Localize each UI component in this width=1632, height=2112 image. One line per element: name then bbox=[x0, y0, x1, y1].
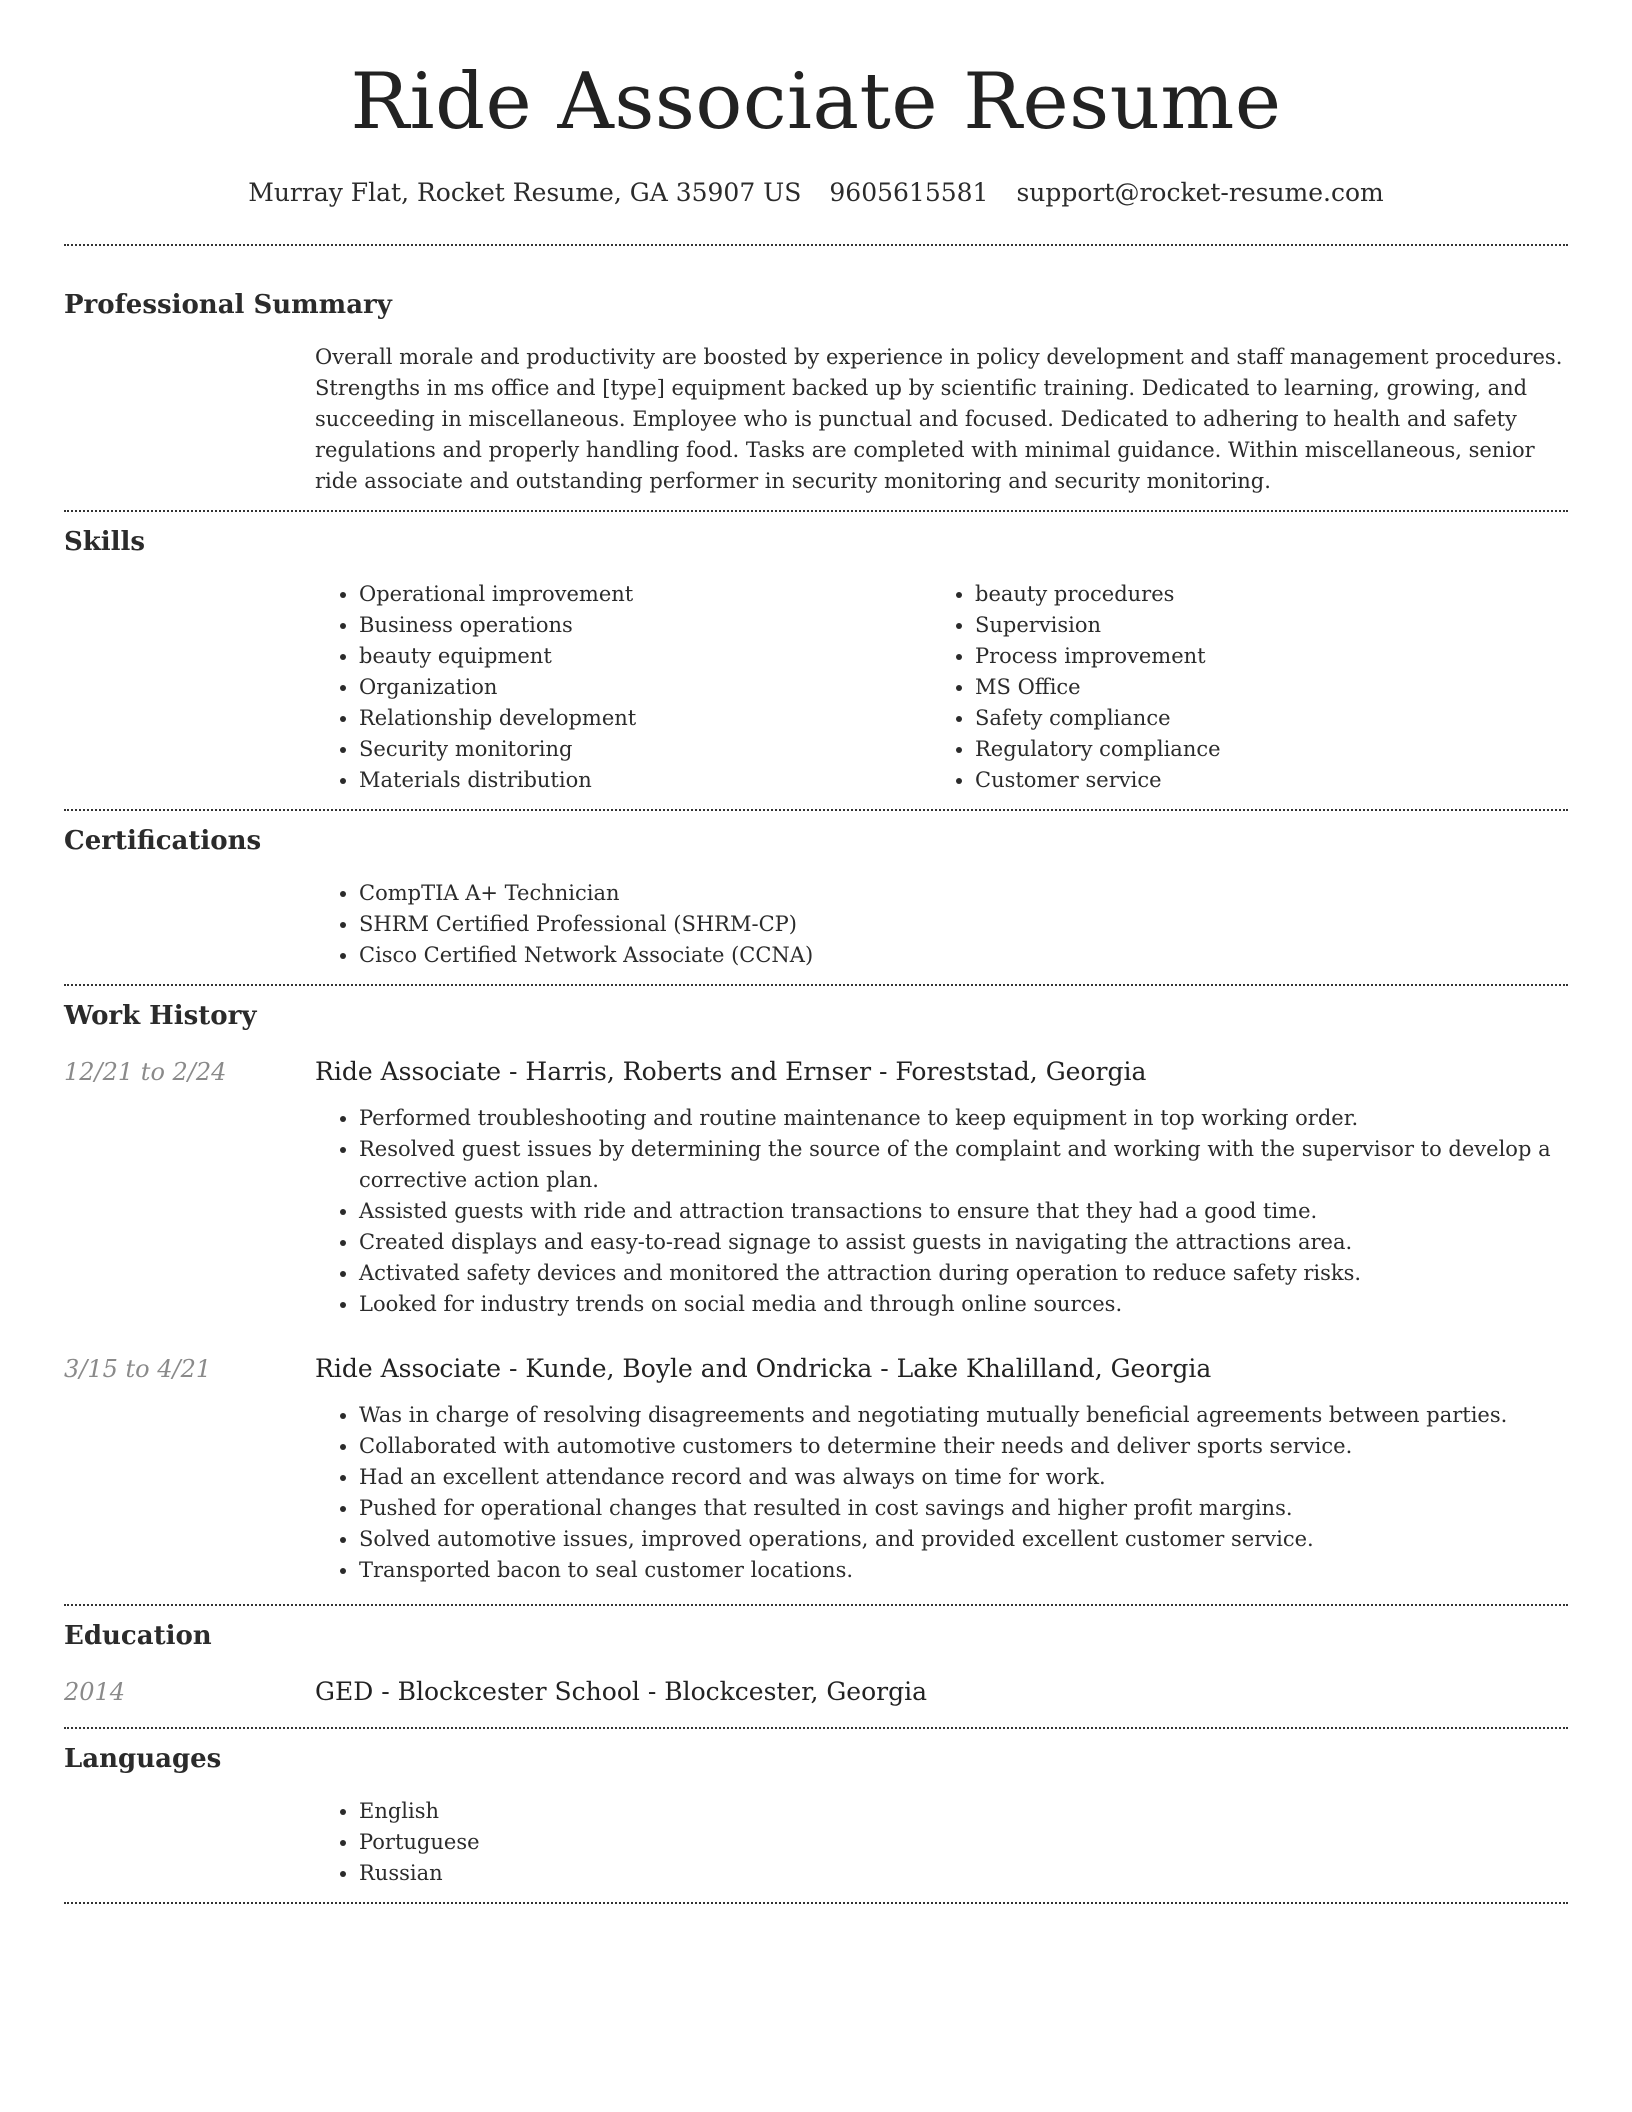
divider bbox=[64, 1727, 1568, 1729]
summary-text: Overall morale and productivity are boosted by experience in policy development and staff management procedures. Strengths in ms office and [type] equipment backed up by scientific training. Dedicated to learning, growing, and succeeding in miscellaneous. Employee who is punctual and focused. Dedicated to adhering to health and safety regulations and properly handling food. Tasks are completed with minimal guidance. Within miscellaneous, senior ride associate and outstanding performer in security monitoring and security monitoring. bbox=[315, 345, 1563, 493]
contact-email[interactable]: support@rocket-resume.com bbox=[1016, 178, 1384, 207]
education-date: 2014 bbox=[64, 1678, 126, 1706]
education-title: GED - Blockcester School - Blockcester, Georgia bbox=[315, 1677, 928, 1706]
list-item: • Process improvement bbox=[975, 641, 1568, 672]
divider bbox=[64, 1902, 1568, 1904]
section-title-skills: Skills bbox=[64, 527, 146, 557]
job-date: 12/21 to 2/24 bbox=[64, 1058, 227, 1086]
contact-address: Murray Flat, Rocket Resume, GA 35907 US bbox=[248, 178, 802, 207]
job-date: 3/15 to 4/21 bbox=[64, 1355, 212, 1383]
list-item: • Customer service bbox=[975, 765, 1568, 796]
list-item: • Portuguese bbox=[359, 1827, 1568, 1858]
section-title-work-history: Work History bbox=[64, 1001, 257, 1031]
list-item: • Pushed for operational changes that resulted in cost savings and higher profit margins. bbox=[359, 1493, 1568, 1524]
list-item: • Organization bbox=[359, 672, 931, 703]
contact-phone: 9605615581 bbox=[829, 178, 989, 207]
divider bbox=[64, 1604, 1568, 1606]
list-item: • Collaborated with automotive customers to determine their needs and deliver sports service. bbox=[359, 1431, 1568, 1462]
list-item: • Assisted guests with ride and attraction transactions to ensure that they had a good time. bbox=[359, 1196, 1568, 1227]
list-item: • Supervision bbox=[975, 610, 1568, 641]
skills-column-right bbox=[931, 579, 1568, 796]
list-item: • Looked for industry trends on social media and through online sources. bbox=[359, 1289, 1568, 1320]
list-item: • Was in charge of resolving disagreements and negotiating mutually beneficial agreements between parties. bbox=[359, 1400, 1568, 1431]
list-item: • Safety compliance bbox=[975, 703, 1568, 734]
section-title-summary: Professional Summary bbox=[64, 290, 392, 320]
resume-title: Ride Associate Resume bbox=[350, 57, 1282, 147]
education-entry bbox=[64, 1675, 1568, 1709]
list-item: • Relationship development bbox=[359, 703, 931, 734]
list-item: • Transported bacon to seal customer locations. bbox=[359, 1555, 1568, 1586]
list-item: • Solved automotive issues, improved operations, and provided excellent customer service. bbox=[359, 1524, 1568, 1555]
list-item: • Activated safety devices and monitored the attraction during operation to reduce safety risks. bbox=[359, 1258, 1568, 1289]
job-bullets bbox=[315, 1103, 1568, 1320]
list-item: • Had an excellent attendance record and was always on time for work. bbox=[359, 1462, 1568, 1493]
divider bbox=[64, 984, 1568, 986]
list-item: • CompTIA A+ Technician bbox=[359, 878, 1568, 909]
section-title-languages: Languages bbox=[64, 1744, 222, 1774]
list-item: • SHRM Certified Professional (SHRM-CP) bbox=[359, 909, 1568, 940]
languages-list bbox=[315, 1796, 1568, 1889]
job-title: Ride Associate - Kunde, Boyle and Ondricka - Lake Khalilland, Georgia bbox=[315, 1354, 1212, 1383]
divider bbox=[64, 809, 1568, 811]
list-item: • MS Office bbox=[975, 672, 1568, 703]
list-item: • Security monitoring bbox=[359, 734, 931, 765]
job-title: Ride Associate - Harris, Roberts and Ernser - Foreststad, Georgia bbox=[315, 1057, 1147, 1086]
job-header bbox=[64, 1352, 1568, 1386]
skills-column-left bbox=[315, 579, 931, 796]
list-item: • Created displays and easy-to-read signage to assist guests in navigating the attractions area. bbox=[359, 1227, 1568, 1258]
contact-line bbox=[64, 176, 1568, 210]
list-item: • Materials distribution bbox=[359, 765, 931, 796]
list-item: • Resolved guest issues by determining the source of the complaint and working with the supervisor to develop a corrective action plan. bbox=[359, 1134, 1568, 1196]
list-item: • Operational improvement bbox=[359, 579, 931, 610]
job-bullets bbox=[315, 1400, 1568, 1586]
list-item: • beauty equipment bbox=[359, 641, 931, 672]
skills-list bbox=[315, 579, 1568, 796]
section-title-certifications: Certifications bbox=[64, 826, 262, 856]
certifications-list bbox=[315, 878, 1568, 971]
list-item: • Performed troubleshooting and routine maintenance to keep equipment in top working order. bbox=[359, 1103, 1568, 1134]
job-header bbox=[64, 1055, 1568, 1089]
list-item: • Cisco Certified Network Associate (CCNA) bbox=[359, 940, 1568, 971]
section-title-education: Education bbox=[64, 1621, 212, 1651]
list-item: • Regulatory compliance bbox=[975, 734, 1568, 765]
list-item: • beauty procedures bbox=[975, 579, 1568, 610]
divider bbox=[64, 510, 1568, 512]
list-item: • English bbox=[359, 1796, 1568, 1827]
list-item: • Russian bbox=[359, 1858, 1568, 1889]
list-item: • Business operations bbox=[359, 610, 931, 641]
divider bbox=[64, 244, 1568, 246]
